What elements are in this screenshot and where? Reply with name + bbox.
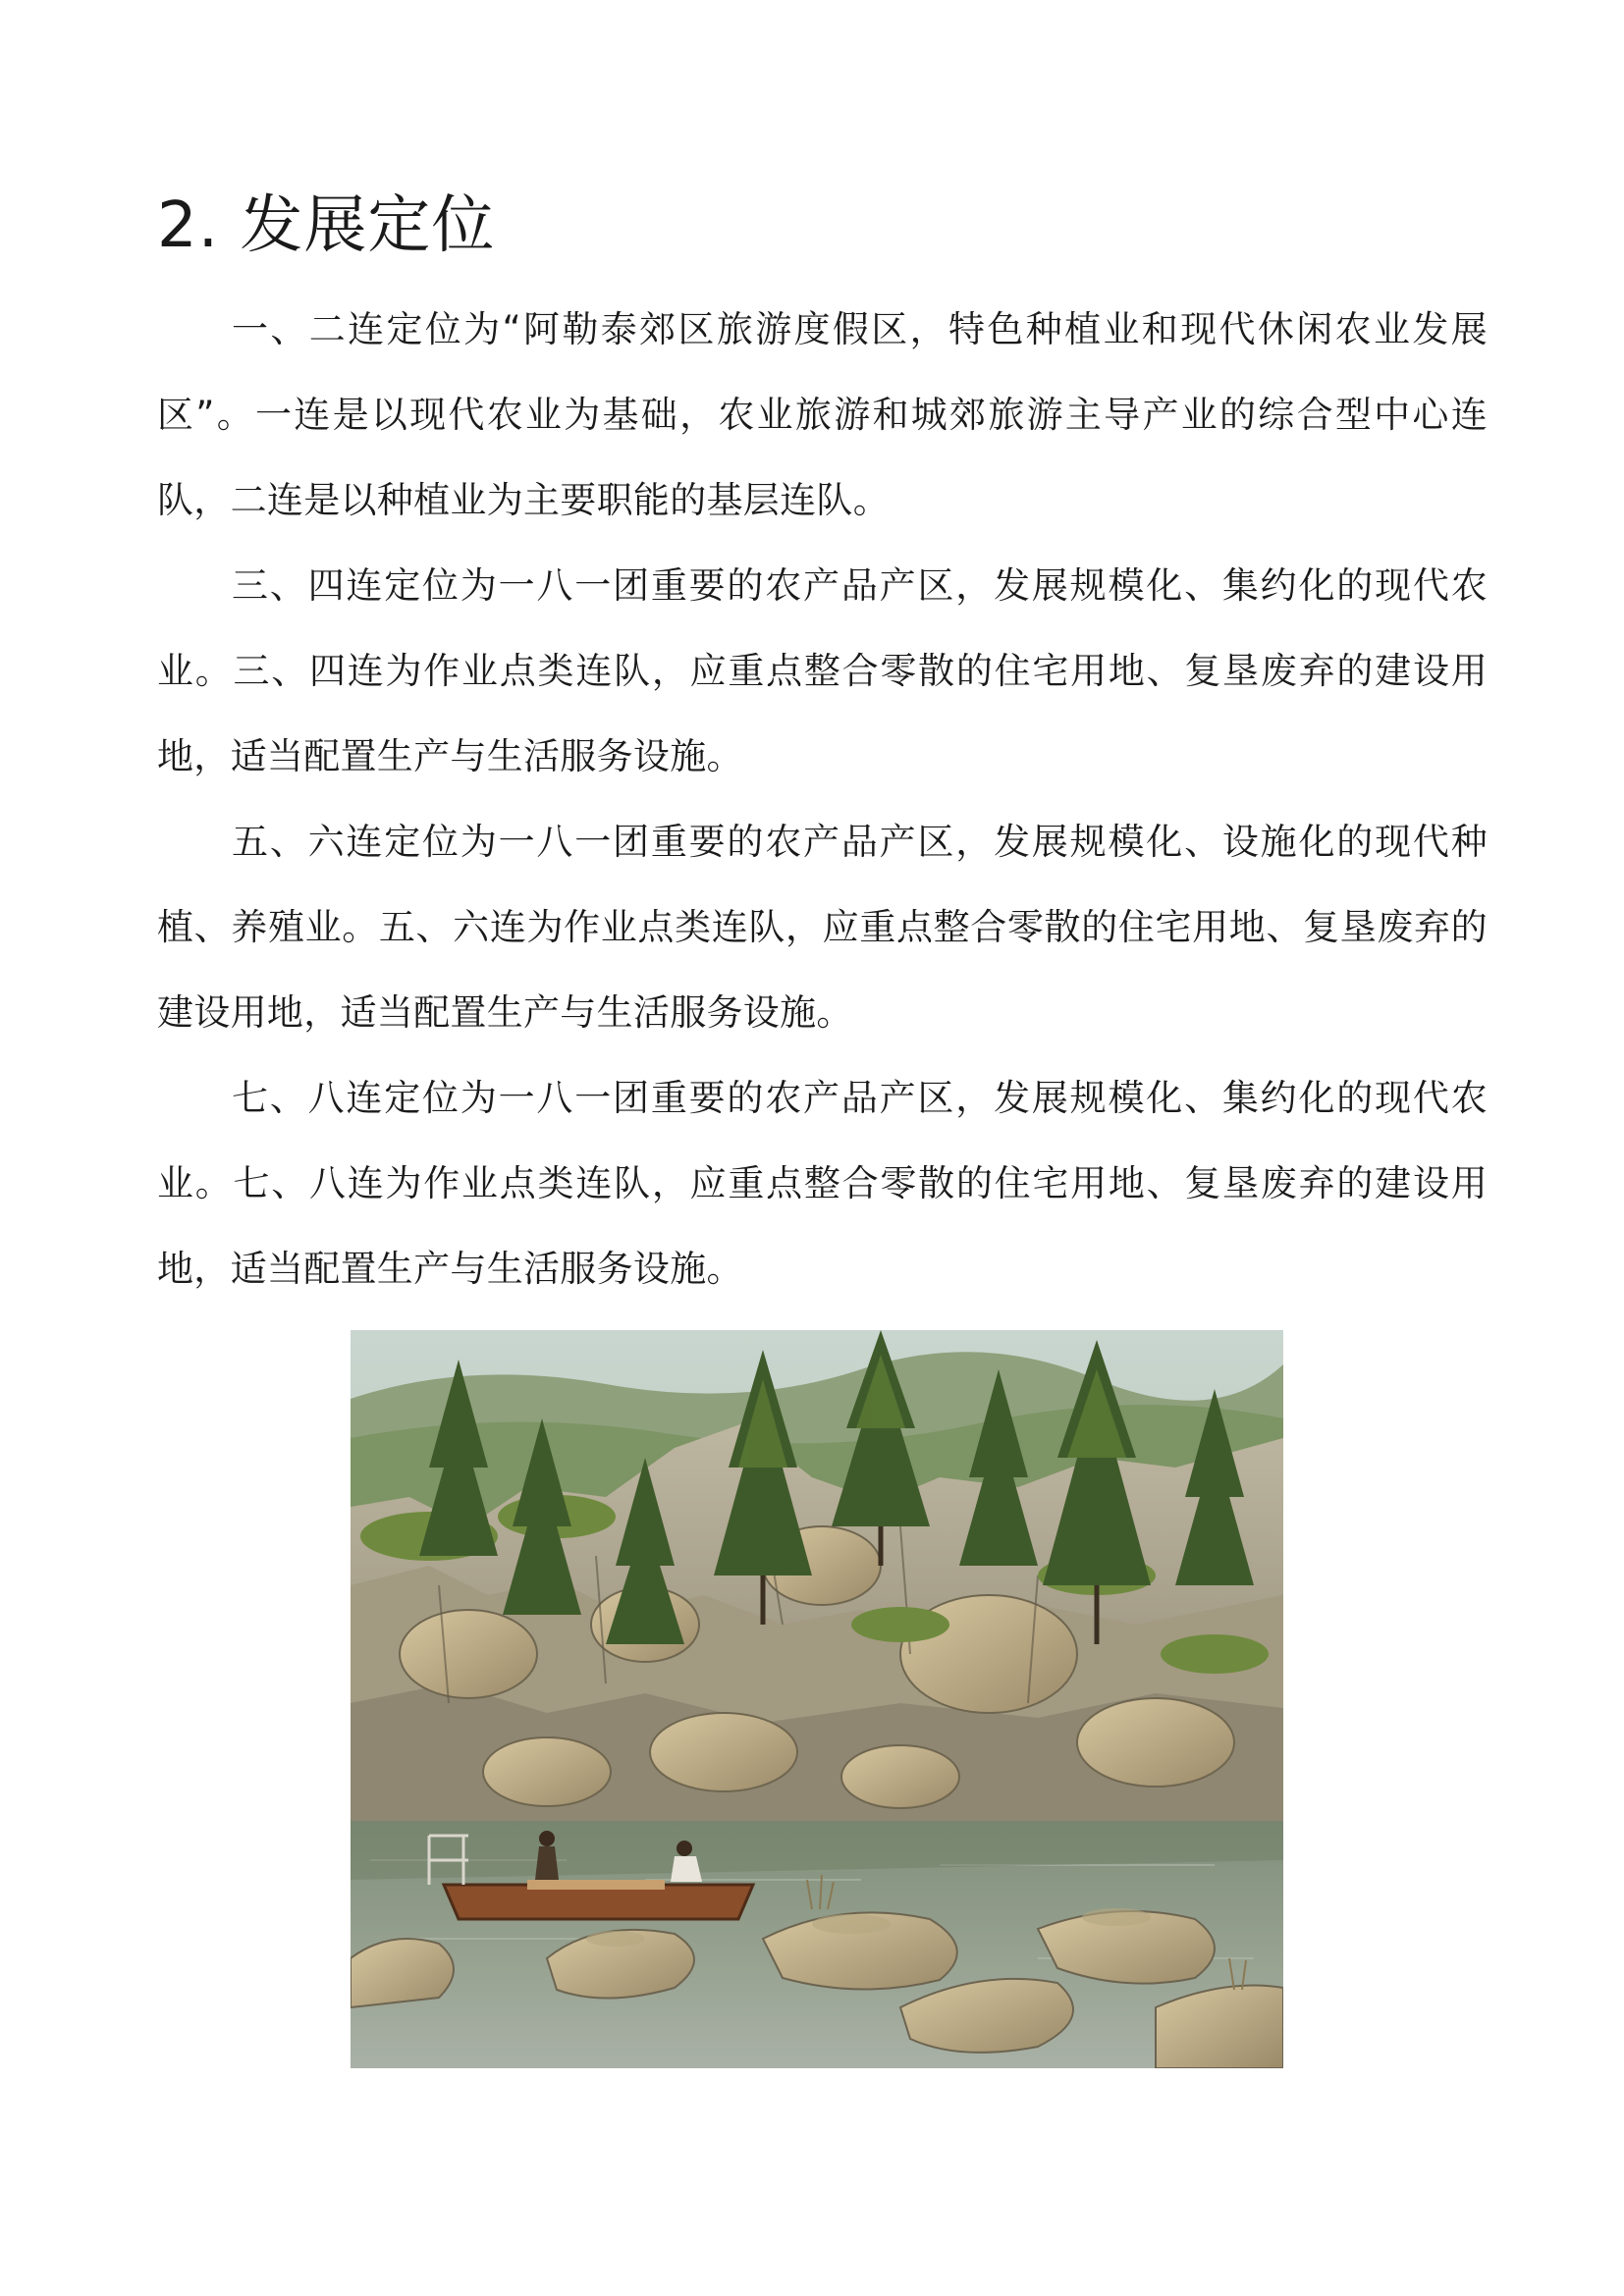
landscape-photo (351, 1330, 1283, 2068)
page-title: 2. 发展定位 (157, 189, 496, 262)
landscape-photo-illustration (351, 1330, 1283, 2068)
paragraph-company-7-8: 七、八连定位为一八一团重要的农产品产区，发展规模化、集约化的现代农业。七、八连为作业点类连队，应重点整合零散的住宅用地、复垦废弃的建设用地，适当配置生产与生活服务设施。 (157, 1077, 1488, 1290)
paragraph-company-5-6: 五、六连定位为一八一团重要的农产品产区，发展规模化、设施化的现代种植、养殖业。五、六连为作业点类连队，应重点整合零散的住宅用地、复垦废弃的建设用地，适当配置生产与生活服务设施。 (157, 821, 1488, 1034)
paragraph-company-3-4: 三、四连定位为一八一团重要的农产品产区，发展规模化、集约化的现代农业。三、四连为作业点类连队，应重点整合零散的住宅用地、复垦废弃的建设用地，适当配置生产与生活服务设施。 (157, 564, 1488, 777)
body-text (157, 287, 1488, 1311)
paragraph-company-1-2: 一、二连定位为“阿勒泰郊区旅游度假区，特色种植业和现代休闲农业发展区”。一连是以现代农业为基础，农业旅游和城郊旅游主导产业的综合型中心连队，二连是以种植业为主要职能的基层连队。 (157, 308, 1488, 521)
